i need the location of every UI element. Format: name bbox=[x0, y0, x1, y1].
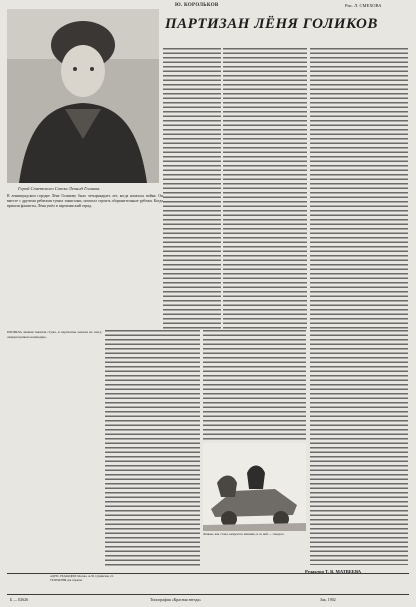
page-title: ПАРТИЗАН ЛЁНЯ ГОЛИКОВ bbox=[165, 16, 378, 32]
article-column bbox=[310, 330, 408, 565]
order-number: Зак. 1902 bbox=[320, 597, 336, 602]
printer-name: Типография «Красная звезда» bbox=[150, 597, 202, 602]
photo-caption: Герой Советского Союза Леонид Голиков. bbox=[18, 186, 101, 191]
article-column bbox=[223, 48, 307, 330]
portrait-photo bbox=[7, 9, 159, 183]
article-column-lower-left: ПРОШЛА зимняя тяжёлая стужа, и партизаны лежали на снегу, ожидая приказа командира. bbox=[7, 330, 102, 339]
illustration-sketch bbox=[203, 443, 306, 531]
bottom-divider bbox=[7, 594, 409, 595]
imprint-address: АДРЕС РЕДАКЦИИ: Москва, А-30, Сущёвская, 21. bbox=[50, 574, 114, 578]
intro-text: В ленинградском городке Лёне Голикову было четырнадцать лет, когда началась война. Он вместе с другими ребятами тушил зажигалки, помогал строить оборонительные рубежи. Когда пришли фашисты, Лёня ушёл в партизанский отряд. bbox=[7, 194, 163, 208]
article-column bbox=[105, 330, 200, 568]
imprint bbox=[50, 575, 305, 583]
imprint-phones: ТЕЛЕФОНЫ для справок: bbox=[50, 577, 83, 582]
article-author: Ю. КОРОЛЬКОВ bbox=[175, 3, 219, 8]
article-column bbox=[163, 48, 221, 330]
illustration-caption: Лёнька, как стоял, кинулся к машине, и за ней — генерал. bbox=[203, 532, 285, 536]
article-column bbox=[310, 48, 408, 330]
editor-line: Редактор Т. В. МАТВЕЕВА bbox=[305, 569, 362, 574]
print-number: Б — 02626 bbox=[10, 597, 29, 602]
illustration-credit: Рис. Л. СМЕХОВА bbox=[345, 3, 382, 8]
article-column bbox=[203, 330, 306, 440]
